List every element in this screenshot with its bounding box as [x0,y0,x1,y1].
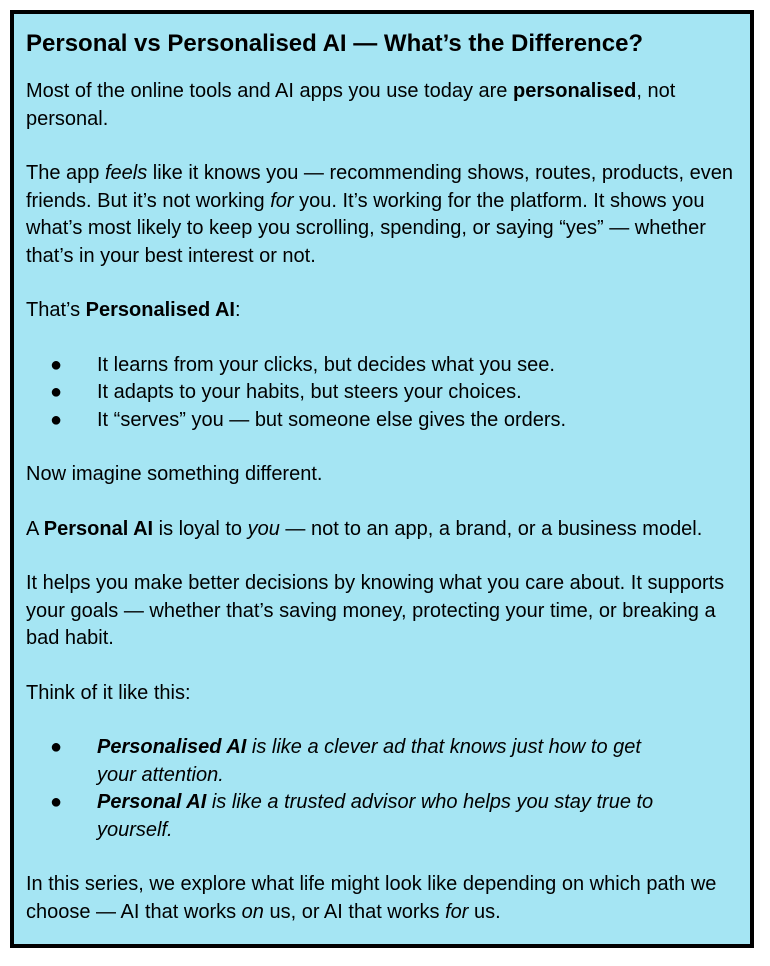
bullet-icon: ● [50,736,63,758]
comparison-list [26,734,746,844]
personalised-ai-heading: That’s Personalised AI: [26,299,241,321]
intro-paragraph: Most of the online tools and AI apps you use today are personalised, not personal. [26,80,676,130]
bullet-icon: ● [50,791,63,813]
series-paragraph: In this series, we explore what life might look like depending on which path we choose — AI that works on us, or AI that works for us. [26,873,717,923]
bullet-icon: ● [50,381,63,403]
think-paragraph: Think of it like this: [26,681,191,704]
imagine-paragraph: Now imagine something different. [26,463,323,485]
personalised-ai-list [26,352,746,435]
list-item: ● It learns from your clicks, but decides what you see. [26,352,746,380]
personal-ai-paragraph: A Personal AI is loyal to you — not to an app, a brand, or a business model. [26,517,703,540]
article-card [10,10,754,948]
list-item: ● Personalised AI is like a clever ad that knows just how to get your attention. [50,736,641,786]
app-feels-paragraph: The app feels like it knows you — recommending shows, routes, products, even friends. But it’s not working for you. It’s working for the platform. It shows you what’s most likely to keep you scrolling, spending, or saying “yes” — whether that’s in your best interest or not. [26,162,734,267]
list-item: ● It “serves” you — but someone else gives the orders. [26,407,746,435]
article-title: Personal vs Personalised AI — What’s the Difference? [26,30,644,57]
helps-paragraph: It helps you make better decisions by knowing what you care about. It supports your goals — whether that’s saving money, protecting your time, or breaking a bad habit. [26,572,725,649]
article-body [26,28,746,926]
bullet-icon: ● [50,408,63,431]
list-item: ● It adapts to your habits, but steers your choices. [26,379,746,407]
bullet-icon: ● [50,353,63,376]
list-item: ● Personal AI is like a trusted advisor who helps you stay true to yourself. [50,791,654,841]
